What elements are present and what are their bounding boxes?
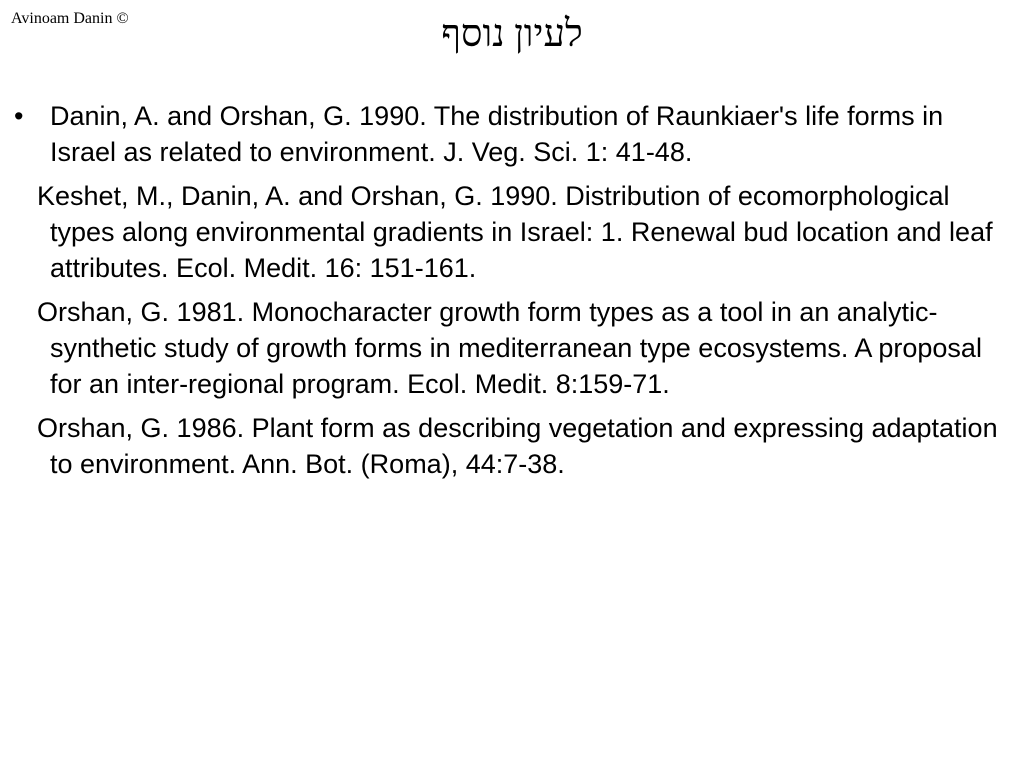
reference-item bbox=[0, 98, 1024, 170]
reference-item bbox=[0, 178, 1024, 286]
author-watermark: Avinoam Danin © bbox=[11, 10, 129, 27]
reference-list bbox=[0, 98, 1024, 490]
reference-item bbox=[0, 410, 1024, 482]
reference-text: Orshan, G. 1986. Plant form as describing vegetation and expressing adaptation to environment. Ann. Bot. (Roma), 44:7-38. bbox=[37, 413, 998, 479]
reference-text: Orshan, G. 1981. Monocharacter growth form types as a tool in an analytic-synthetic study of growth forms in mediterranean type ecosystems. A proposal for an inter-regional program. Ecol. Medit. 8:159-71. bbox=[37, 297, 982, 399]
reference-text: Keshet, M., Danin, A. and Orshan, G. 1990. Distribution of ecomorphological types along environmental gradients in Israel: 1. Renewal bud location and leaf attributes. Ecol. Medit. 16: 151-161. bbox=[37, 181, 993, 283]
reference-text: Danin, A. and Orshan, G. 1990. The distribution of Raunkiaer's life forms in Israel as related to environment. J. Veg. Sci. 1: 41-48. bbox=[50, 101, 944, 167]
bullet-icon: • bbox=[14, 101, 24, 131]
reference-item bbox=[0, 294, 1024, 402]
slide-title: לעיון נוסף bbox=[441, 13, 583, 55]
